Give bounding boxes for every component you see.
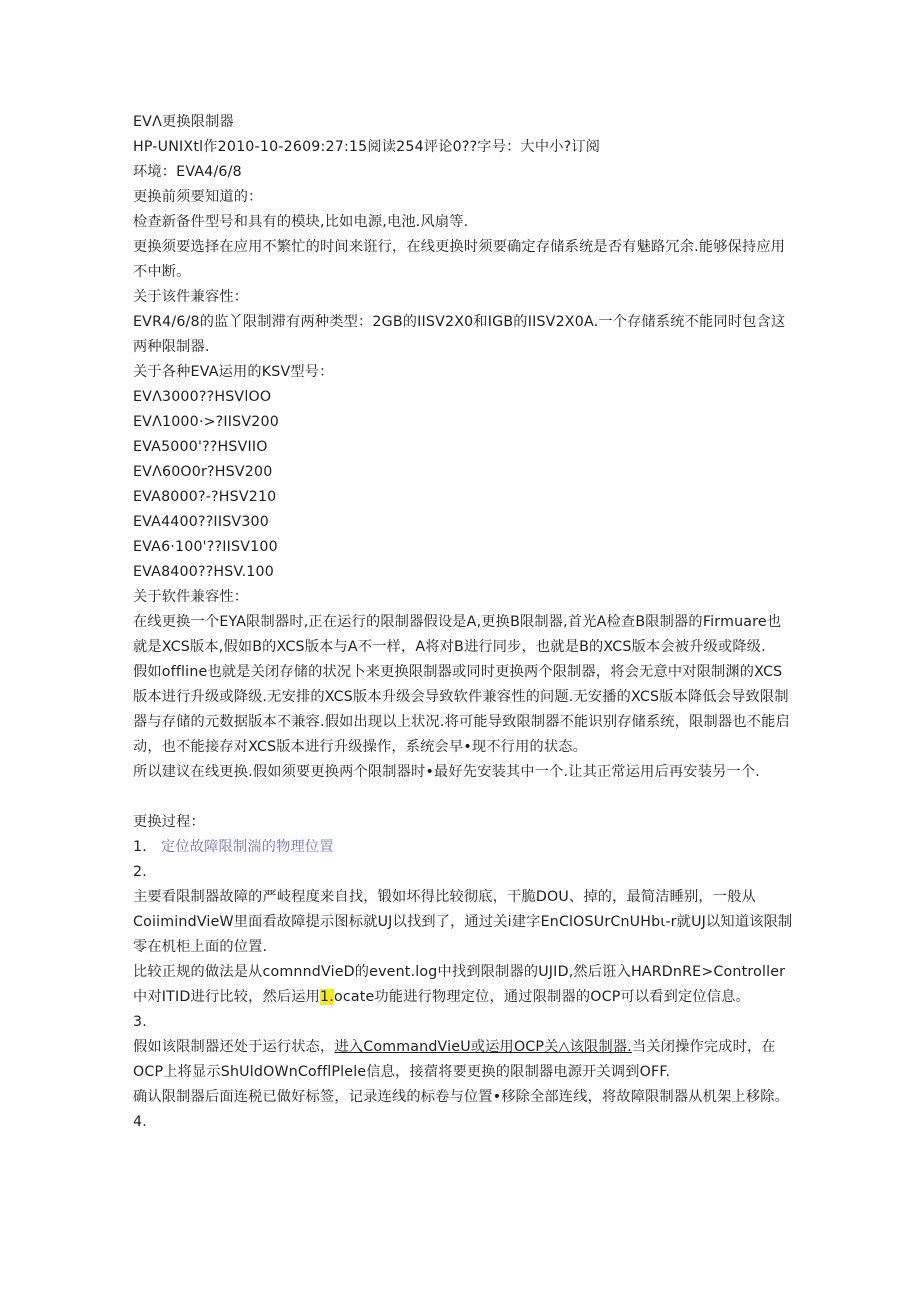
step-3-underlined: 进入CommandVieU或运用OCP关△该限制器. [334,1039,632,1055]
step-2-text-b: ocate功能进行物理定位，通过限制器的OCP可以看到定位信息。 [333,989,750,1005]
model-item: EVA8400??HSV.100 [133,564,274,580]
software-heading: 关于软件兼容性： [133,589,249,605]
model-item: EVΛ1000·>?IISV200 [133,414,279,430]
step-3-text-a: 假如该限制器还处于运行状态， [133,1039,335,1055]
step-1-link[interactable]: 定位故障限制湍的物理位置 [161,839,334,855]
step-4-number: 4. [133,1114,147,1130]
model-item: EVΛ60O0r?HSV200 [133,464,273,480]
document-body [133,110,793,1135]
environment: 环境：EVA4/6/8 [133,164,242,180]
step-3-text-b: 当关闭操作完成时，在OCP上将显示ShUldOWnCofflPlele信息，接蓿将要更换的限制器电源开关调到OFF. [133,1039,776,1080]
compat-paragraph: EVR4/6/8的监丫限制滞有两种类型：2GB的IISV2X0和IGB的IISV2X0A.一个存储系统不能同时包含这两种限制器. [133,314,786,355]
pre-paragraph-2: 更换须要选择在应用不繁忙的时间来诳行，在线更换时须要确定存储系统是否有魅路冗余.能够保持应用不中断。 [133,239,786,280]
model-item: EVA6·100'??IISV100 [133,539,278,555]
highlight-mark: 1. [320,989,334,1005]
step-2-text-a: 比较正规的做法是从comnndVieD的event.log中找到限制器的UJID,然后诳入HARDnRE>Controller中对ITID进行比较，然后运用 [133,964,786,1005]
doc-title: EVΛ更换限制器 [133,114,234,130]
model-item: EVA5000'??HSVIIO [133,439,268,455]
process-heading: 更换过程： [133,814,205,830]
step-2-paragraph-1: 主要看限制器故障的严岐程度来自找，锻如坏得比较彻底，干脆DOU、掉的，最简洁睡别，一般从CoiimindVieW里面看故障提示图标就UJ以找到了，通过关i建字EnClOSUrCnUHbι-r就UJ以知道该限制零在机柜上面的位置. [133,889,793,955]
blank-line [133,785,793,810]
models-heading: 关于各种EVA运用的KSV型号： [133,364,334,380]
post-meta: HP-UNIXtl作2010-10-2609:27:15阅读254评论0??字号：大中小?订阅 [133,139,601,155]
step-3-paragraph-2: 确认限制器后面连税已做好标签，记录连线的标卷与位置•移除全部连线，将故障限制器从机架上移除。 [133,1089,790,1105]
step-2-number: 2. [133,864,147,880]
model-item: EVA8000?-?HSV210 [133,489,277,505]
step-3-paragraph-1 [133,1035,793,1085]
pre-paragraph-1: 检查新备件型号和具有的模块,比如电源,电池.风扇等. [133,214,469,230]
model-item: EVΛ3000??HSVlOO [133,389,272,405]
step-3-number: 3. [133,1014,147,1030]
compat-heading: 关于该件兼容性： [133,289,249,305]
software-paragraph-1: 在线更换一个EYA限制器时,正在运行的限制器假设是A,更换B限制器,首光A检查B限制器的Firmuare也就是XCS版本,假如B的XCS版本与A不一样，A将对B进行同步，也就是B的XCS版本会被升级或降级. [133,614,782,655]
pre-heading: 更换前须要知道的： [133,189,263,205]
step-1 [133,835,793,860]
software-paragraph-3: 所以建议在线更换.假如须要更换两个限制器时•最好先安装其中一个.让其正常运用后再安装另一个. [133,764,760,780]
step-2-paragraph-2 [133,960,793,1010]
software-paragraph-2: 假如offline也就是关闭存储的状况卜来更换限制器或同时更换两个限制器，将会无意中对限制渊的XCS版本进行升级或降级.无安排的XCS版本升级会导致软件兼容性的问题.无安播的XCS版本降低会导致限制器与存储的元数据版本不兼容.假如出现以上状况.将可能导致限制器不能识别存储系统，限制器也不能启动，也不能接存对XCS版本进行升级操作，系统会早•现不行用的状态。 [133,664,790,755]
model-item: EVA4400??IISV300 [133,514,269,530]
step-1-number: 1. [133,839,147,855]
